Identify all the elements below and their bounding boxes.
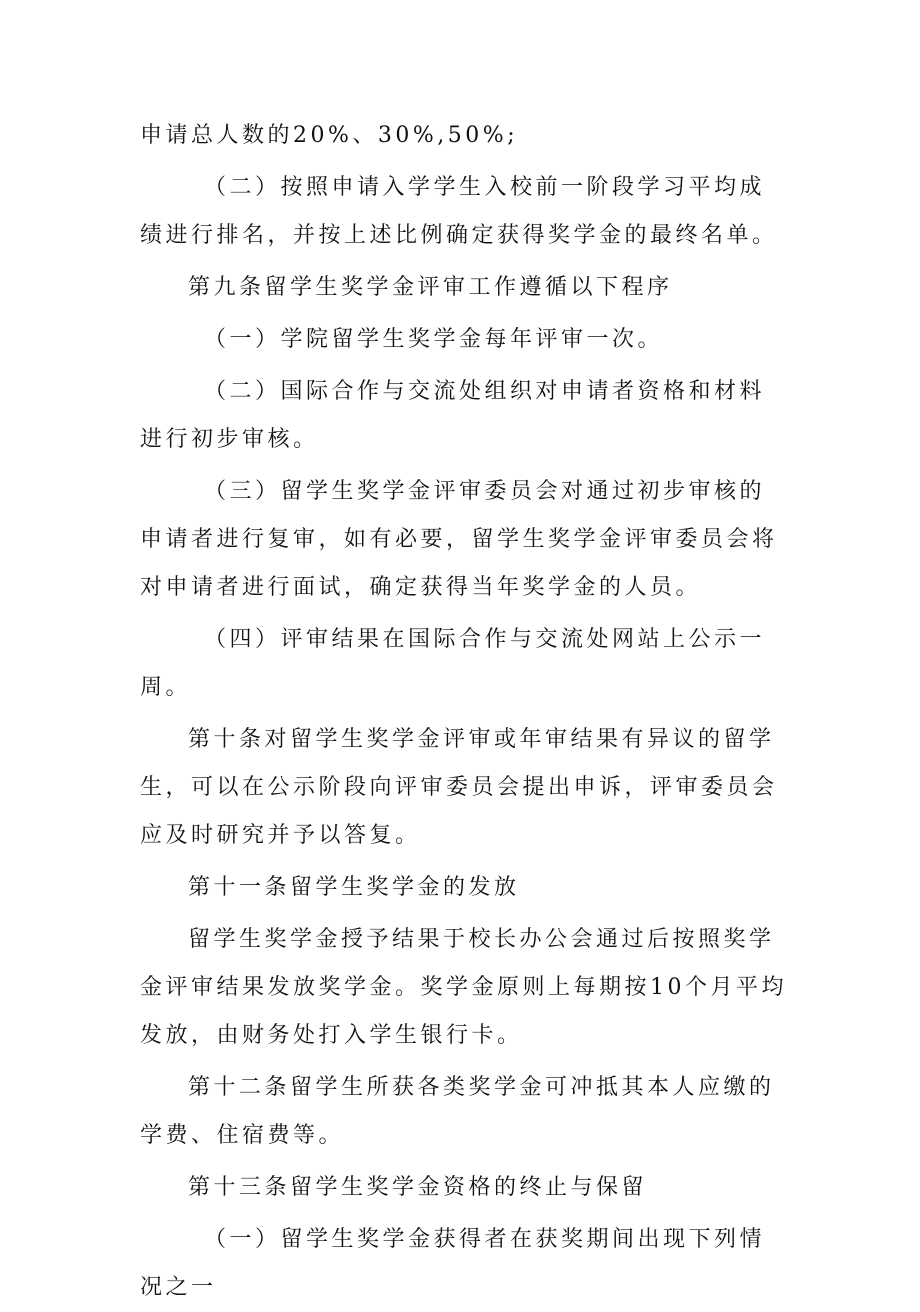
article-12: 第十二条留学生所获各类奖学金可冲抵其本人应缴的学费、住宿费等。: [140, 1075, 775, 1148]
paragraph-ranking-rule: （二）按照申请入学学生入校前一阶段学习平均成绩进行排名，并按上述比例确定获得奖学金的最终名单。: [140, 175, 778, 248]
article-10: 第十条对留学生奖学金评审或年审结果有异议的留学生，可以在公示阶段向评审委员会提出申诉，评审委员会应及时研究并予以答复。: [140, 727, 778, 848]
article-9-item-3: （三）留学生奖学金评审委员会对通过初步审核的申请者进行复审，如有必要，留学生奖学金评审委员会将对申请者进行面试，确定获得当年奖学金的人员。: [140, 479, 778, 600]
document-body: [140, 112, 790, 1312]
article-9-heading: 第九条留学生奖学金评审工作遵循以下程序: [188, 275, 673, 300]
article-9-item-2: （二）国际合作与交流处组织对申请者资格和材料进行初步审核。: [140, 379, 766, 452]
article-9-item-1: （一）学院留学生奖学金每年评审一次。: [204, 327, 664, 352]
article-11-body: 留学生奖学金授予结果于校长办公会通过后按照奖学金评审结果发放奖学金。奖学金原则上每期按10个月平均发放，由财务处打入学生银行卡。: [140, 927, 787, 1048]
article-11-heading: 第十一条留学生奖学金的发放: [188, 875, 520, 900]
article-13-item-1: （一）留学生奖学金获得者在获奖期间出现下列情况之一: [140, 1227, 766, 1300]
article-13-heading: 第十三条留学生奖学金资格的终止与保留: [188, 1175, 648, 1200]
article-9-item-4: （四）评审结果在国际合作与交流处网站上公示一周。: [140, 627, 766, 700]
paragraph-ratio-continuation: 申请总人数的20%、30%,50%;: [140, 123, 519, 148]
